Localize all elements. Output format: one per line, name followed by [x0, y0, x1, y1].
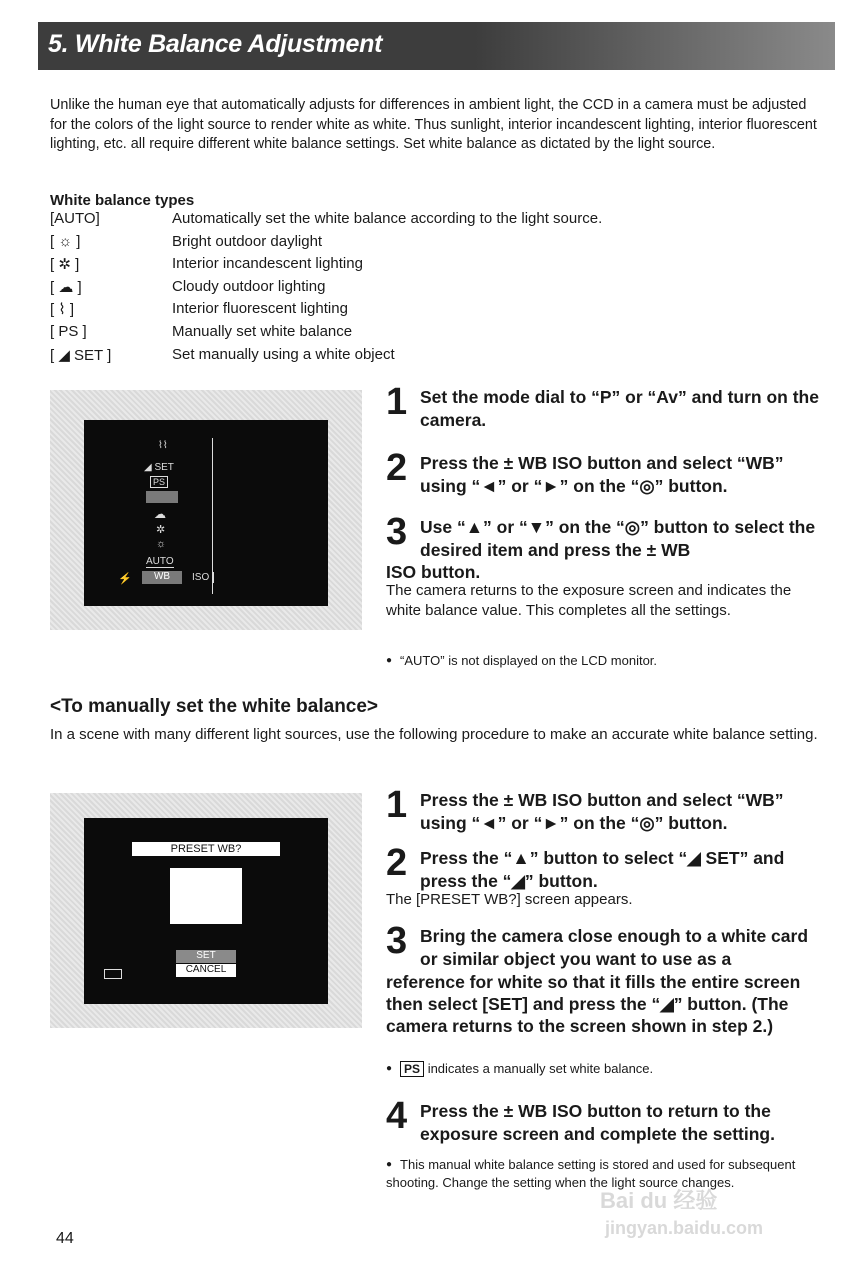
bulb-icon: [ ✲ ] [50, 256, 80, 274]
manual-step-3 [386, 920, 826, 1055]
step-number: 1 [386, 784, 408, 826]
step-number: 2 [386, 842, 408, 884]
type-row [50, 278, 830, 300]
type-row [50, 300, 830, 322]
manual-body: In a scene with many different light sources, use the following procedure to make an accurate white balance setting. [50, 726, 818, 743]
ps-icon: [ PS ] [50, 323, 87, 340]
intro-paragraph: Unlike the human eye that automatically adjusts for differences in ambient light, the CCD in a camera must be adjusted for the colors of the light source to render white as white. Thus sunlight, interior incandescent lighting, interior fluorescent lighting, etc. all require different white balance settings. Set white balance as dictated by the light source. [50, 97, 817, 152]
types-heading: White balance types [50, 192, 195, 209]
note-ps [386, 1060, 826, 1078]
type-row [50, 233, 830, 255]
lcd-cancel-option: CANCEL [176, 964, 236, 977]
step-2 [386, 447, 826, 496]
lcd-menu-highlight [146, 491, 178, 503]
lcd-wb-label: WB [142, 571, 182, 584]
lcd-screen-2 [84, 818, 328, 1004]
auto-text: [AUTO] [50, 210, 100, 227]
sun-icon: ☼ [156, 538, 167, 550]
step-number: 1 [386, 381, 408, 423]
type-description: Interior incandescent lighting [172, 255, 363, 273]
step-text: Press the ± WB ISO button to return to the exposure screen and complete the setting. [420, 1101, 775, 1144]
type-row [50, 210, 830, 232]
set-icon: [ ◢ SET ] [50, 346, 112, 364]
step-text-cont: ISO button. [386, 562, 481, 582]
note-manual-wb-text: This manual white balance setting is stored and used for subsequent shooting. Change the setting when the light source changes. [386, 1157, 796, 1190]
manual-step-2 [386, 842, 826, 893]
type-description: Automatically set the white balance according to the light source. [172, 210, 603, 227]
watermark-brand: Bai du 经验 [600, 1188, 718, 1213]
manual-heading: <To manually set the white balance> [50, 696, 379, 717]
page-number: 44 [56, 1230, 74, 1247]
manual-step-4 [386, 1095, 826, 1146]
cloud-icon: ☁ [154, 507, 166, 521]
step-1 [386, 381, 826, 430]
step-number: 4 [386, 1095, 408, 1137]
step-number: 2 [386, 447, 408, 489]
type-row [50, 323, 830, 345]
fluorescent-icon: ⌇⌇ [158, 440, 168, 451]
step-3-body: The camera returns to the exposure screen and indicates the white balance value. This completes all the settings. [386, 582, 792, 619]
ps-icon: PS [400, 1061, 424, 1077]
lcd-screen-1 [84, 420, 328, 606]
note-ps-text: indicates a manually set white balance. [427, 1061, 654, 1076]
note-auto: ● “AUTO” is not displayed on the LCD monitor. [386, 652, 826, 670]
lcd-set-option: SET [176, 950, 236, 963]
step-text: Use “▲” or “▼” on the “◎” button to select the desired item and press the ± WB [420, 517, 816, 560]
manual-step-2-body: The [PRESET WB?] screen appears. [386, 891, 633, 908]
battery-icon [104, 969, 122, 979]
flash-off-icon: ⚡ [118, 573, 132, 585]
note-manual-wb [386, 1156, 806, 1192]
lcd-menu-set: ◢ SET [144, 462, 174, 473]
watermark-url: jingyan.baidu.com [605, 1218, 764, 1238]
manual-step-1 [386, 784, 826, 835]
step-number: 3 [386, 920, 408, 962]
cloud-icon: [ ☁ ] [50, 278, 82, 296]
type-description: Interior fluorescent lighting [172, 300, 348, 318]
type-description: Cloudy outdoor lighting [172, 277, 326, 295]
type-description: Bright outdoor daylight [172, 232, 323, 250]
step-number: 3 [386, 511, 408, 553]
step-text: Press the ± WB ISO button and select “WB” using “◄” or “►” on the “◎” button. [420, 790, 784, 833]
bulb-icon: ✲ [156, 524, 166, 536]
page-title: 5. White Balance Adjustment [48, 30, 383, 58]
lcd-iso-label: ISO [192, 572, 214, 583]
sun-icon: [ ☼ ] [50, 232, 81, 250]
lcd-menu-ps: PS [150, 476, 168, 488]
step-text: Set the mode dial to “P” or “Av” and turn on the camera. [420, 387, 819, 430]
white-frame [170, 868, 242, 924]
step-3 [386, 511, 826, 586]
lcd-menu-auto: AUTO [146, 556, 174, 567]
step-text: Press the ± WB ISO button and select “WB” using “◄” or “►” on the “◎” button. [420, 453, 784, 496]
type-description: Set manually using a white object [172, 345, 395, 363]
type-description: Manually set white balance [172, 323, 353, 340]
lcd-preset-label: PRESET WB? [132, 842, 280, 856]
step-text-cont: reference for white so that it fills the entire screen then select [SET] and press the “◢” button. (The camera returns to the screen shown in step 2.) [386, 972, 801, 1036]
type-row [50, 346, 830, 368]
step-text: Press the “▲” button to select “◢ SET” and press the “◢” button. [420, 848, 785, 891]
fluorescent-icon: [ ⌇ ] [50, 301, 74, 319]
step-text: Bring the camera close enough to a white card or similar object you want to use as a [420, 926, 809, 969]
type-row [50, 255, 830, 277]
